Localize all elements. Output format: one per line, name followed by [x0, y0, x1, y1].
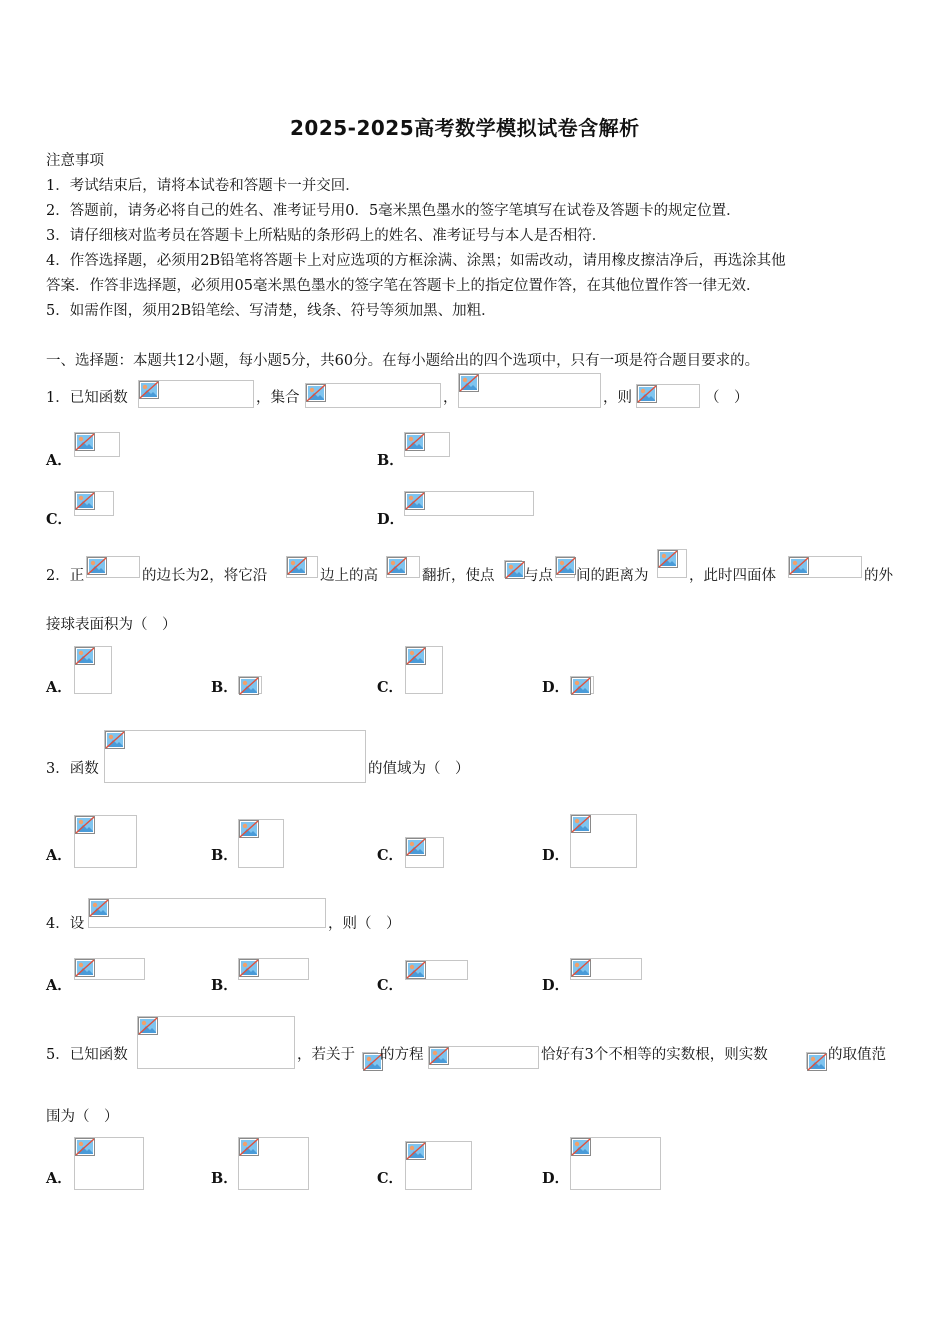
broken-image-icon — [405, 433, 425, 451]
option-label-d: D． — [542, 847, 570, 864]
option-image — [74, 491, 114, 516]
broken-image-icon — [306, 384, 326, 402]
option-image — [74, 958, 145, 980]
broken-image-icon — [138, 1017, 158, 1035]
broken-image-icon — [406, 647, 426, 665]
option-label-d: D． — [377, 511, 405, 528]
broken-image-icon — [406, 838, 426, 856]
broken-image-icon — [807, 1053, 827, 1071]
option-image — [238, 819, 284, 868]
broken-image-icon — [75, 492, 95, 510]
option-label-c: C． — [46, 511, 73, 528]
broken-image-icon — [459, 374, 479, 392]
q1-text-2: ，集合 — [256, 390, 300, 406]
option-image — [570, 1137, 661, 1190]
broken-image-icon — [105, 731, 125, 749]
broken-image-icon — [429, 1047, 449, 1065]
broken-image-icon — [571, 677, 591, 695]
formula-image — [788, 556, 862, 578]
option-image — [74, 432, 120, 457]
page-title: 2025-2025高考数学模拟试卷含解析 — [290, 116, 640, 140]
notice-item-4-cont: 答案．作答非选择题，必须用05毫米黑色墨水的签字笔在答题卡上的指定位置作答，在其他位置作答一律无效． — [46, 278, 761, 294]
option-label-b: B． — [377, 452, 404, 469]
q2-text-4: 翻折，使点 — [422, 568, 495, 584]
option-image — [238, 676, 262, 694]
formula-image — [138, 380, 254, 408]
q2-text-9: 接球表面积为（ ） — [46, 617, 177, 633]
option-image — [74, 1137, 144, 1190]
broken-image-icon — [87, 557, 107, 575]
broken-image-icon — [387, 557, 407, 575]
formula-image — [428, 1046, 539, 1069]
formula-image — [636, 384, 700, 408]
q5-text-6: 围为（ ） — [46, 1109, 119, 1125]
broken-image-icon — [571, 1138, 591, 1156]
q5-text-1: 5．已知函数 — [46, 1047, 128, 1063]
broken-image-icon — [139, 381, 159, 399]
formula-image — [555, 556, 575, 578]
formula-image — [458, 373, 601, 408]
q5-text-5: 的取值范 — [828, 1047, 886, 1063]
q4-text-1: 4．设 — [46, 916, 85, 932]
q2-text-6: 间的距离为 — [576, 568, 649, 584]
q1-text-5: （ ） — [705, 390, 749, 406]
notice-item-3: 3．请仔细核对监考员在答题卡上所粘贴的条形码上的姓名、准考证号与本人是否相符． — [46, 228, 607, 244]
option-image — [405, 837, 444, 868]
option-label-c: C． — [377, 679, 404, 696]
formula-image — [286, 556, 318, 578]
broken-image-icon — [637, 385, 657, 403]
formula-image — [806, 1052, 826, 1069]
option-image — [405, 960, 468, 980]
broken-image-icon — [75, 1138, 95, 1156]
option-image — [404, 491, 534, 516]
q2-text-8: 的外 — [864, 568, 893, 584]
formula-image — [104, 730, 366, 783]
option-image — [570, 676, 594, 694]
broken-image-icon — [239, 820, 259, 838]
broken-image-icon — [406, 961, 426, 979]
option-image — [570, 958, 642, 980]
notice-item-2: 2．答题前，请务必将自己的姓名、准考证号用0．5毫米黑色墨水的签字笔填写在试卷及答题卡的规定位置． — [46, 203, 741, 219]
q5-text-3: 的方程 — [380, 1047, 424, 1063]
option-image — [238, 958, 309, 980]
broken-image-icon — [287, 557, 307, 575]
broken-image-icon — [75, 959, 95, 977]
option-label-b: B． — [211, 847, 238, 864]
formula-image — [362, 1052, 378, 1069]
formula-image — [86, 556, 140, 578]
broken-image-icon — [89, 899, 109, 917]
option-image — [570, 814, 637, 868]
formula-image — [386, 556, 420, 578]
formula-image — [305, 383, 441, 408]
option-label-b: B． — [211, 1170, 238, 1187]
section-heading: 一、选择题：本题共12小题，每小题5分，共60分。在每小题给出的四个选项中，只有一项是符合题目要求的。 — [46, 353, 760, 369]
q3-text-2: 的值域为（ ） — [368, 761, 470, 777]
q2-text-7: ，此时四面体 — [689, 568, 776, 584]
q2-text-3: 边上的高 — [320, 568, 378, 584]
q1-text-1: 1．已知函数 — [46, 390, 128, 406]
option-label-a: A． — [46, 679, 72, 696]
option-label-a: A． — [46, 1170, 72, 1187]
broken-image-icon — [556, 557, 576, 575]
formula-image — [657, 549, 687, 578]
notice-item-4: 4．作答选择题，必须用2B铅笔将答题卡上对应选项的方框涂满、涂黑；如需改动，请用橡皮擦洁净后，再选涂其他 — [46, 253, 786, 269]
option-label-b: B． — [211, 977, 238, 994]
q5-text-4: 恰好有3个不相等的实数根，则实数 — [541, 1047, 768, 1063]
option-label-c: C． — [377, 977, 404, 994]
option-image — [238, 1137, 309, 1190]
broken-image-icon — [239, 677, 259, 695]
q2-text-5: 与点 — [524, 568, 553, 584]
notice-item-1: 1．考试结束后，请将本试卷和答题卡一并交回． — [46, 178, 360, 194]
broken-image-icon — [571, 815, 591, 833]
option-label-a: A． — [46, 452, 72, 469]
formula-image — [88, 898, 326, 928]
q2-text-2: 的边长为2，将它沿 — [142, 568, 268, 584]
broken-image-icon — [75, 816, 95, 834]
broken-image-icon — [505, 561, 525, 579]
option-image — [74, 646, 112, 694]
broken-image-icon — [239, 1138, 259, 1156]
formula-image — [137, 1016, 295, 1069]
broken-image-icon — [239, 959, 259, 977]
broken-image-icon — [75, 433, 95, 451]
q5-text-2: ，若关于 — [297, 1047, 355, 1063]
notice-item-5: 5．如需作图，须用2B铅笔绘、写清楚，线条、符号等须加黑、加粗． — [46, 303, 496, 319]
broken-image-icon — [75, 647, 95, 665]
option-image — [405, 646, 443, 694]
option-label-b: B． — [211, 679, 238, 696]
option-image — [74, 815, 137, 868]
q2-text-1: 2．正 — [46, 568, 85, 584]
option-label-d: D． — [542, 977, 570, 994]
option-label-a: A． — [46, 847, 72, 864]
q4-text-2: ，则（ ） — [328, 916, 401, 932]
broken-image-icon — [658, 550, 678, 568]
broken-image-icon — [571, 959, 591, 977]
broken-image-icon — [789, 557, 809, 575]
q1-text-3: ， — [443, 390, 458, 406]
option-label-d: D． — [542, 1170, 570, 1187]
option-label-c: C． — [377, 847, 404, 864]
option-label-d: D． — [542, 679, 570, 696]
formula-image — [504, 560, 522, 578]
option-label-c: C． — [377, 1170, 404, 1187]
broken-image-icon — [405, 492, 425, 510]
q3-text-1: 3．函数 — [46, 761, 99, 777]
q1-text-4: ，则 — [603, 390, 632, 406]
option-image — [405, 1141, 472, 1190]
broken-image-icon — [406, 1142, 426, 1160]
option-image — [404, 432, 450, 457]
option-label-a: A． — [46, 977, 72, 994]
notice-heading: 注意事项 — [46, 153, 104, 169]
